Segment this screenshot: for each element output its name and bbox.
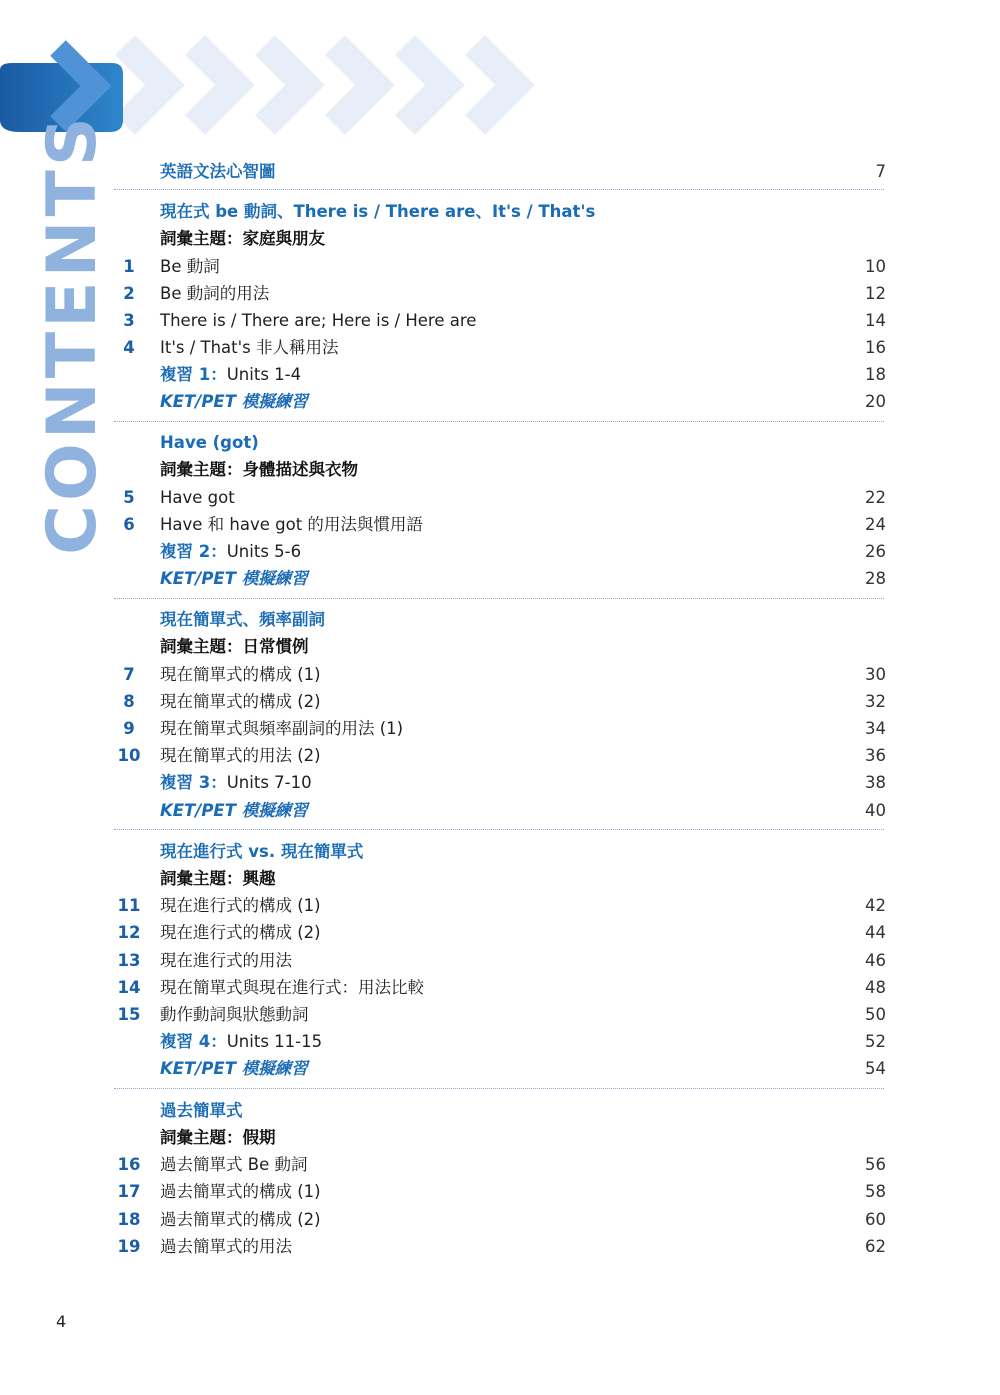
unit-number: 6 [123, 515, 135, 534]
toc-entry-unit-18[interactable] [112, 1206, 886, 1233]
toc-entry-unit-14[interactable] [112, 974, 886, 1001]
toc-entry-unit-17[interactable] [112, 1178, 886, 1205]
toc-entry-unit-13[interactable] [112, 947, 886, 974]
unit-number: 17 [117, 1182, 141, 1201]
toc-entry-review-3[interactable] [112, 769, 886, 796]
unit-number: 11 [117, 896, 141, 915]
entry-title: 現在簡單式與頻率副詞的用法 (1) [160, 719, 404, 738]
unit-number: 5 [123, 488, 135, 507]
entry-page: 56 [865, 1155, 886, 1174]
chevron-banner-decoration [0, 0, 1000, 150]
page-number: 4 [56, 1312, 67, 1331]
section-title[interactable]: 現在式 be 動詞、There is / There are、It's / That's [160, 202, 596, 221]
unit-number: 16 [117, 1155, 141, 1174]
entry-title: Be 動詞的用法 [160, 284, 270, 303]
entry-page: 24 [865, 515, 886, 534]
entry-title: 過去簡單式 Be 動詞 [160, 1155, 308, 1174]
toc-entry-ket-pet-1[interactable] [112, 388, 886, 415]
entry-title: Have 和 have got 的用法與慣用語 [160, 515, 423, 534]
unit-number: 9 [123, 719, 135, 738]
contents-vertical-title: CONTENTS [33, 113, 113, 555]
chevron-icon [335, 45, 375, 125]
chevron-icon [265, 45, 305, 125]
review-units: Units 11-15 [226, 1032, 323, 1051]
toc-entry-unit-16[interactable] [112, 1151, 886, 1178]
toc-entry-unit-7[interactable] [112, 661, 886, 688]
entry-page: 32 [865, 692, 886, 711]
vocab-topic: 詞彙主題：身體描述與衣物 [160, 460, 358, 479]
entry-title: KET/PET 模擬練習 [160, 569, 308, 588]
dotted-divider [114, 421, 884, 422]
entry-title: It's / That's 非人稱用法 [160, 338, 339, 357]
vocab-topic: 詞彙主題：假期 [160, 1128, 276, 1147]
toc-entry-ket-pet-4[interactable] [112, 1055, 886, 1082]
entry-title: 現在簡單式的構成 (1) [160, 665, 321, 684]
dotted-divider [114, 1088, 884, 1089]
entry-page: 20 [865, 392, 886, 411]
toc-entry-unit-2[interactable] [112, 280, 886, 307]
unit-number: 19 [117, 1237, 141, 1256]
toc-entry-review-2[interactable] [112, 538, 886, 565]
chevron-icon [125, 45, 165, 125]
entry-page: 10 [865, 257, 886, 276]
review-label: 複習 3： [160, 773, 227, 792]
entry-page: 50 [865, 1005, 886, 1024]
toc-entry-mind-map[interactable] [112, 158, 886, 185]
entry-title: 現在進行式的用法 [160, 951, 292, 970]
unit-number: 2 [123, 284, 135, 303]
entry-title: There is / There are; Here is / Here are [160, 311, 477, 330]
toc-entry-unit-1[interactable] [112, 253, 886, 280]
entry-page: 18 [865, 365, 886, 384]
entry-page: 22 [865, 488, 886, 507]
unit-number: 7 [123, 665, 135, 684]
toc-entry-unit-11[interactable] [112, 892, 886, 919]
unit-number: 18 [117, 1210, 141, 1229]
section-title[interactable]: 現在進行式 vs. 現在簡單式 [160, 842, 364, 861]
entry-title: 動作動詞與狀態動詞 [160, 1005, 309, 1024]
unit-number: 14 [117, 978, 141, 997]
entry-page: 30 [865, 665, 886, 684]
section-title[interactable]: Have (got) [160, 433, 259, 452]
entry-page: 14 [865, 311, 886, 330]
review-label: 複習 4： [160, 1032, 227, 1051]
toc-entry-unit-19[interactable] [112, 1233, 886, 1260]
unit-number: 15 [117, 1005, 141, 1024]
toc-entry-ket-pet-3[interactable] [112, 797, 886, 824]
entry-title: KET/PET 模擬練習 [160, 1059, 308, 1078]
dotted-divider [114, 829, 884, 830]
entry-page: 46 [865, 951, 886, 970]
toc-entry-unit-9[interactable] [112, 715, 886, 742]
entry-page: 60 [865, 1210, 886, 1229]
unit-number: 13 [117, 951, 141, 970]
entry-title: 現在簡單式的構成 (2) [160, 692, 321, 711]
toc-entry-review-4[interactable] [112, 1028, 886, 1055]
review-units: Units 5-6 [226, 542, 302, 561]
section-title[interactable]: 過去簡單式 [160, 1101, 243, 1120]
entry-page: 12 [865, 284, 886, 303]
review-label: 複習 2： [160, 542, 227, 561]
entry-title: 英語文法心智圖 [160, 162, 276, 181]
vocab-topic: 詞彙主題：家庭與朋友 [160, 229, 325, 248]
review-units: Units 7-10 [226, 773, 312, 792]
toc-entry-unit-5[interactable] [112, 484, 886, 511]
dotted-divider [114, 189, 884, 190]
toc-entry-unit-15[interactable] [112, 1001, 886, 1028]
review-label: 複習 1： [160, 365, 227, 384]
dotted-divider [114, 598, 884, 599]
entry-title: 現在簡單式的用法 (2) [160, 746, 321, 765]
vocab-topic: 詞彙主題：日常慣例 [160, 637, 309, 656]
section-title[interactable]: 現在簡單式、頻率副詞 [160, 610, 325, 629]
chevron-icon [195, 45, 235, 125]
unit-number: 10 [117, 746, 141, 765]
entry-title: Have got [160, 488, 235, 507]
entry-page: 28 [865, 569, 886, 588]
unit-number: 3 [123, 311, 135, 330]
entry-page: 48 [865, 978, 886, 997]
entry-title: 過去簡單式的構成 (2) [160, 1210, 321, 1229]
entry-title: 過去簡單式的構成 (1) [160, 1182, 321, 1201]
entry-page: 40 [865, 801, 886, 820]
entry-page: 34 [865, 719, 886, 738]
entry-page: 26 [865, 542, 886, 561]
toc-entry-unit-10[interactable] [112, 742, 886, 769]
entry-title: KET/PET 模擬練習 [160, 801, 308, 820]
entry-page: 52 [865, 1032, 886, 1051]
toc-entry-review-1[interactable] [112, 361, 886, 388]
unit-number: 1 [123, 257, 135, 276]
entry-page: 36 [865, 746, 886, 765]
entry-title: 過去簡單式的用法 [160, 1237, 292, 1256]
entry-title: 現在簡單式與現在進行式：用法比較 [160, 978, 424, 997]
entry-page: 62 [865, 1237, 886, 1256]
entry-page: 54 [865, 1059, 886, 1078]
review-units: Units 1-4 [226, 365, 302, 384]
entry-title: 現在進行式的構成 (2) [160, 923, 321, 942]
entry-title: Be 動詞 [160, 257, 220, 276]
entry-title: KET/PET 模擬練習 [160, 392, 308, 411]
toc-entry-unit-4[interactable] [112, 334, 886, 361]
toc-entry-unit-6[interactable] [112, 511, 886, 538]
entry-page: 7 [875, 162, 886, 181]
entry-title: 現在進行式的構成 (1) [160, 896, 321, 915]
unit-number: 12 [117, 923, 141, 942]
entry-page: 42 [865, 896, 886, 915]
entry-page: 44 [865, 923, 886, 942]
unit-number: 4 [123, 338, 135, 357]
entry-page: 58 [865, 1182, 886, 1201]
toc-entry-ket-pet-2[interactable] [112, 565, 886, 592]
toc-entry-unit-8[interactable] [112, 688, 886, 715]
vocab-topic: 詞彙主題：興趣 [160, 869, 276, 888]
entry-page: 16 [865, 338, 886, 357]
toc-entry-unit-3[interactable] [112, 307, 886, 334]
chevron-icon [475, 45, 515, 125]
toc-entry-unit-12[interactable] [112, 919, 886, 946]
unit-number: 8 [123, 692, 135, 711]
chevron-icon [405, 45, 445, 125]
entry-page: 38 [865, 773, 886, 792]
